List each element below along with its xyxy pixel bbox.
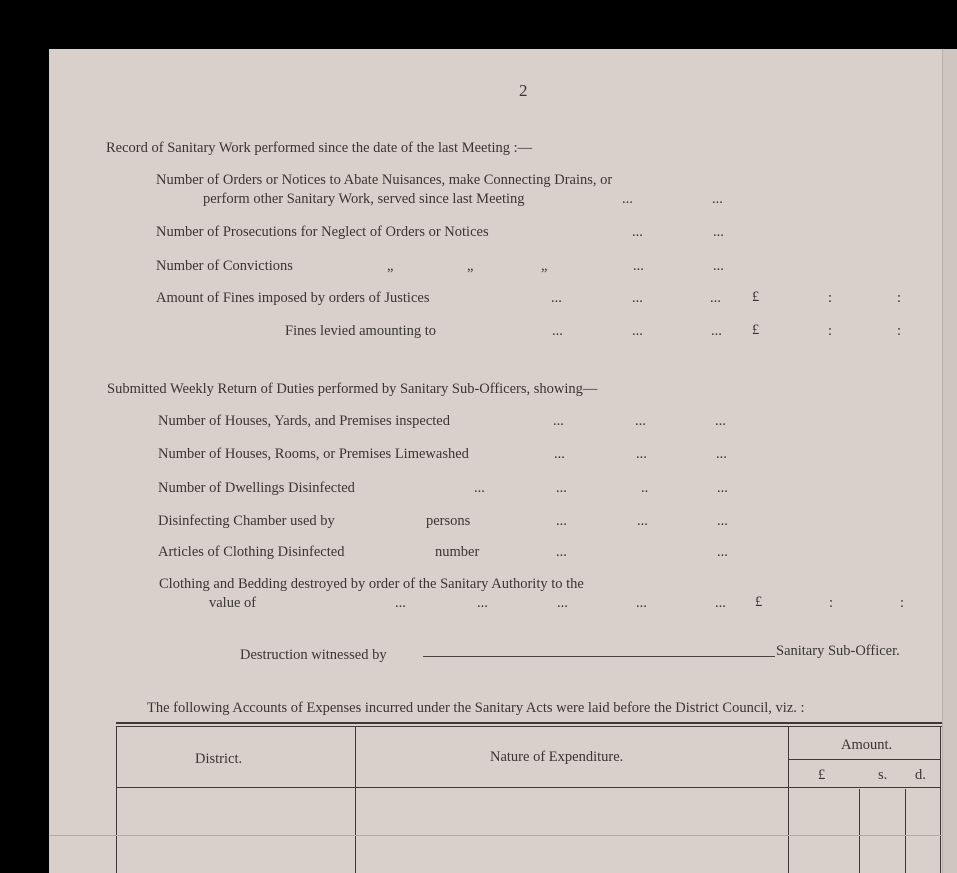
fines-levied-label: Fines levied amounting to — [285, 323, 437, 339]
pound-sign: £ — [755, 594, 763, 610]
document-page — [49, 49, 942, 873]
clothing-line-2: value of — [209, 595, 257, 611]
table-divider — [355, 726, 356, 873]
ditto-mark: „ — [387, 258, 394, 274]
leader: ... — [715, 413, 726, 429]
orders-line-2: perform other Sanitary Work, served since last Meeting — [203, 191, 525, 207]
nature-header: Nature of Expenditure. — [490, 749, 624, 765]
return-heading: Submitted Weekly Return of Duties performed by Sanitary Sub-Officers, showing— — [107, 381, 598, 397]
amount-header: Amount. — [841, 737, 893, 753]
convictions-label: Number of Convictions — [156, 258, 293, 274]
leader: ... — [717, 513, 728, 529]
destruction-label: Destruction witnessed by — [240, 647, 387, 663]
leader: ... — [477, 595, 488, 611]
pound-sign: £ — [752, 322, 760, 338]
shillings-header: s. — [878, 767, 888, 783]
leader: ... — [557, 595, 568, 611]
leader: ... — [622, 191, 633, 207]
fines-imposed-label: Amount of Fines imposed by orders of Justices — [156, 290, 430, 306]
amount-subheader-rule — [789, 759, 940, 760]
pence-header: d. — [915, 767, 926, 783]
orders-line-1: Number of Orders or Notices to Abate Nuisances, make Connecting Drains, or — [156, 172, 613, 188]
table-header-rule — [116, 787, 941, 788]
pounds-header: £ — [818, 767, 826, 783]
leader: ... — [717, 544, 728, 560]
leader: ... — [551, 290, 562, 306]
table-divider — [905, 789, 906, 873]
leader: ... — [715, 595, 726, 611]
leader: .. — [641, 480, 649, 496]
district-header: District. — [195, 751, 243, 767]
leader: ... — [713, 258, 724, 274]
ditto-mark: „ — [541, 258, 548, 274]
colon: : — [828, 323, 833, 339]
page-edge — [942, 49, 957, 873]
leader: ... — [474, 480, 485, 496]
leader: ... — [636, 595, 647, 611]
houses-inspected-label: Number of Houses, Yards, and Premises inspected — [158, 413, 450, 429]
leader: ... — [632, 224, 643, 240]
leader: ... — [632, 323, 643, 339]
sub-officer-label: Sanitary Sub-Officer. — [776, 643, 900, 659]
colon: : — [828, 290, 833, 306]
number-label: number — [435, 544, 480, 560]
colon: : — [900, 595, 905, 611]
table-divider — [859, 789, 860, 873]
prosecutions-label: Number of Prosecutions for Neglect of Orders or Notices — [156, 224, 489, 240]
table-left-border — [116, 726, 117, 873]
leader: ... — [554, 446, 565, 462]
page-number: 2 — [519, 81, 528, 100]
leader: ... — [556, 544, 567, 560]
leader: ... — [556, 513, 567, 529]
leader: ... — [712, 191, 723, 207]
leader: ... — [711, 323, 722, 339]
clothing-line-1: Clothing and Bedding destroyed by order of the Sanitary Authority to the — [159, 576, 584, 592]
leader: ... — [716, 446, 727, 462]
leader: ... — [553, 413, 564, 429]
record-heading: Record of Sanitary Work performed since the date of the last Meeting :— — [106, 140, 533, 156]
accounts-intro: The following Accounts of Expenses incurred under the Sanitary Acts were laid before the District Council, viz. : — [147, 700, 805, 716]
leader: ... — [717, 480, 728, 496]
chamber-label: Disinfecting Chamber used by — [158, 513, 335, 529]
leader: ... — [633, 258, 644, 274]
leader: ... — [636, 446, 647, 462]
signature-line — [423, 656, 775, 657]
table-right-border — [940, 726, 941, 873]
leader: ... — [710, 290, 721, 306]
table-top-rule — [116, 726, 942, 727]
colon: : — [829, 595, 834, 611]
persons-label: persons — [426, 513, 471, 529]
table-top-rule — [116, 722, 942, 724]
articles-label: Articles of Clothing Disinfected — [158, 544, 345, 560]
ditto-mark: „ — [467, 258, 474, 274]
leader: ... — [395, 595, 406, 611]
leader: ... — [552, 323, 563, 339]
leader: ... — [713, 224, 724, 240]
table-divider — [788, 726, 789, 873]
leader: ... — [556, 480, 567, 496]
limewashed-label: Number of Houses, Rooms, or Premises Limewashed — [158, 446, 469, 462]
colon: : — [897, 290, 902, 306]
leader: ... — [635, 413, 646, 429]
pound-sign: £ — [752, 289, 760, 305]
dwellings-disinfected-label: Number of Dwellings Disinfected — [158, 480, 355, 496]
leader: ... — [632, 290, 643, 306]
ruled-line — [49, 835, 942, 836]
colon: : — [897, 323, 902, 339]
leader: ... — [637, 513, 648, 529]
